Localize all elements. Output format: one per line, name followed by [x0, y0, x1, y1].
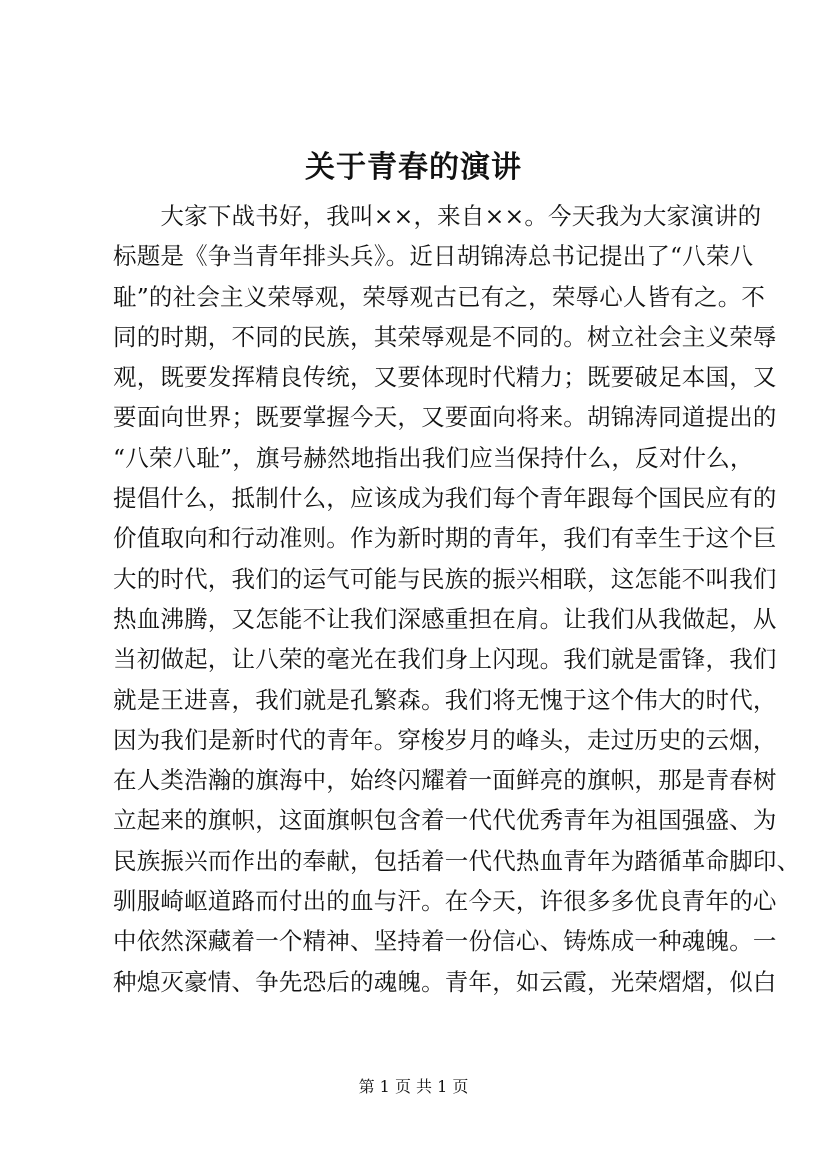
- body-text: [113, 196, 801, 1002]
- body-line: 当初做起，让八荣的毫光在我们身上闪现。我们就是雷锋，我们: [113, 645, 777, 674]
- body-line: 耻”的社会主义荣辱观，荣辱观古已有之，荣辱心人皆有之。不: [113, 282, 766, 311]
- body-line: 民族振兴而作出的奉献，包括着一代代热血青年为踏循革命脚印、: [113, 846, 801, 875]
- page-footer: 第 1 页 共 1 页: [358, 1077, 469, 1096]
- body-line: 大家下战书好，我叫××，来自××。今天我为大家演讲的: [113, 202, 762, 230]
- body-line: 标题是《争当青年排头兵》。近日胡锦涛总书记提出了“八荣八: [113, 242, 754, 271]
- body-line: 要面向世界；既要掌握今天，又要面向将来。胡锦涛同道提出的: [113, 403, 777, 432]
- body-line: 驯服崎岖道路而付出的血与汗。在今天，许很多多优良青年的心: [113, 887, 777, 916]
- body-line: 价值取向和行动准则。作为新时期的青年，我们有幸生于这个巨: [113, 524, 777, 553]
- body-line: 热血沸腾，又怎能不让我们深感重担在肩。让我们从我做起，从: [113, 604, 777, 633]
- document-title: 关于青春的演讲: [305, 150, 522, 185]
- body-line: 中依然深藏着一个精神、坚持着一份信心、铸炼成一种魂魄。一: [113, 927, 777, 956]
- body-line: 因为我们是新时代的青年。穿梭岁月的峰头，走过历史的云烟，: [113, 725, 777, 754]
- body-line: 大的时代，我们的运气可能与民族的振兴相联，这怎能不叫我们: [113, 564, 777, 593]
- body-line: 种熄灭豪情、争先恐后的魂魄。青年，如云霞，光荣熠熠，似白: [113, 967, 777, 996]
- body-line: 立起来的旗帜，这面旗帜包含着一代代优秀青年为祖国强盛、为: [113, 806, 777, 835]
- body-line: 在人类浩瀚的旗海中，始终闪耀着一面鲜亮的旗帜，那是青春树: [113, 766, 777, 795]
- body-line: 观，既要发挥精良传统，又要体现时代精力；既要破足本国，又: [113, 363, 777, 392]
- body-line: 提倡什么，抵制什么，应该成为我们每个青年跟每个国民应有的: [113, 484, 777, 513]
- body-line: 同的时期，不同的民族，其荣辱观是不同的。树立社会主义荣辱: [113, 322, 777, 351]
- body-line: 就是王进喜，我们就是孔繁森。我们将无愧于这个伟大的时代，: [113, 685, 777, 714]
- body-line: “八荣八耻”，旗号赫然地指出我们应当保持什么，反对什么，: [113, 443, 754, 472]
